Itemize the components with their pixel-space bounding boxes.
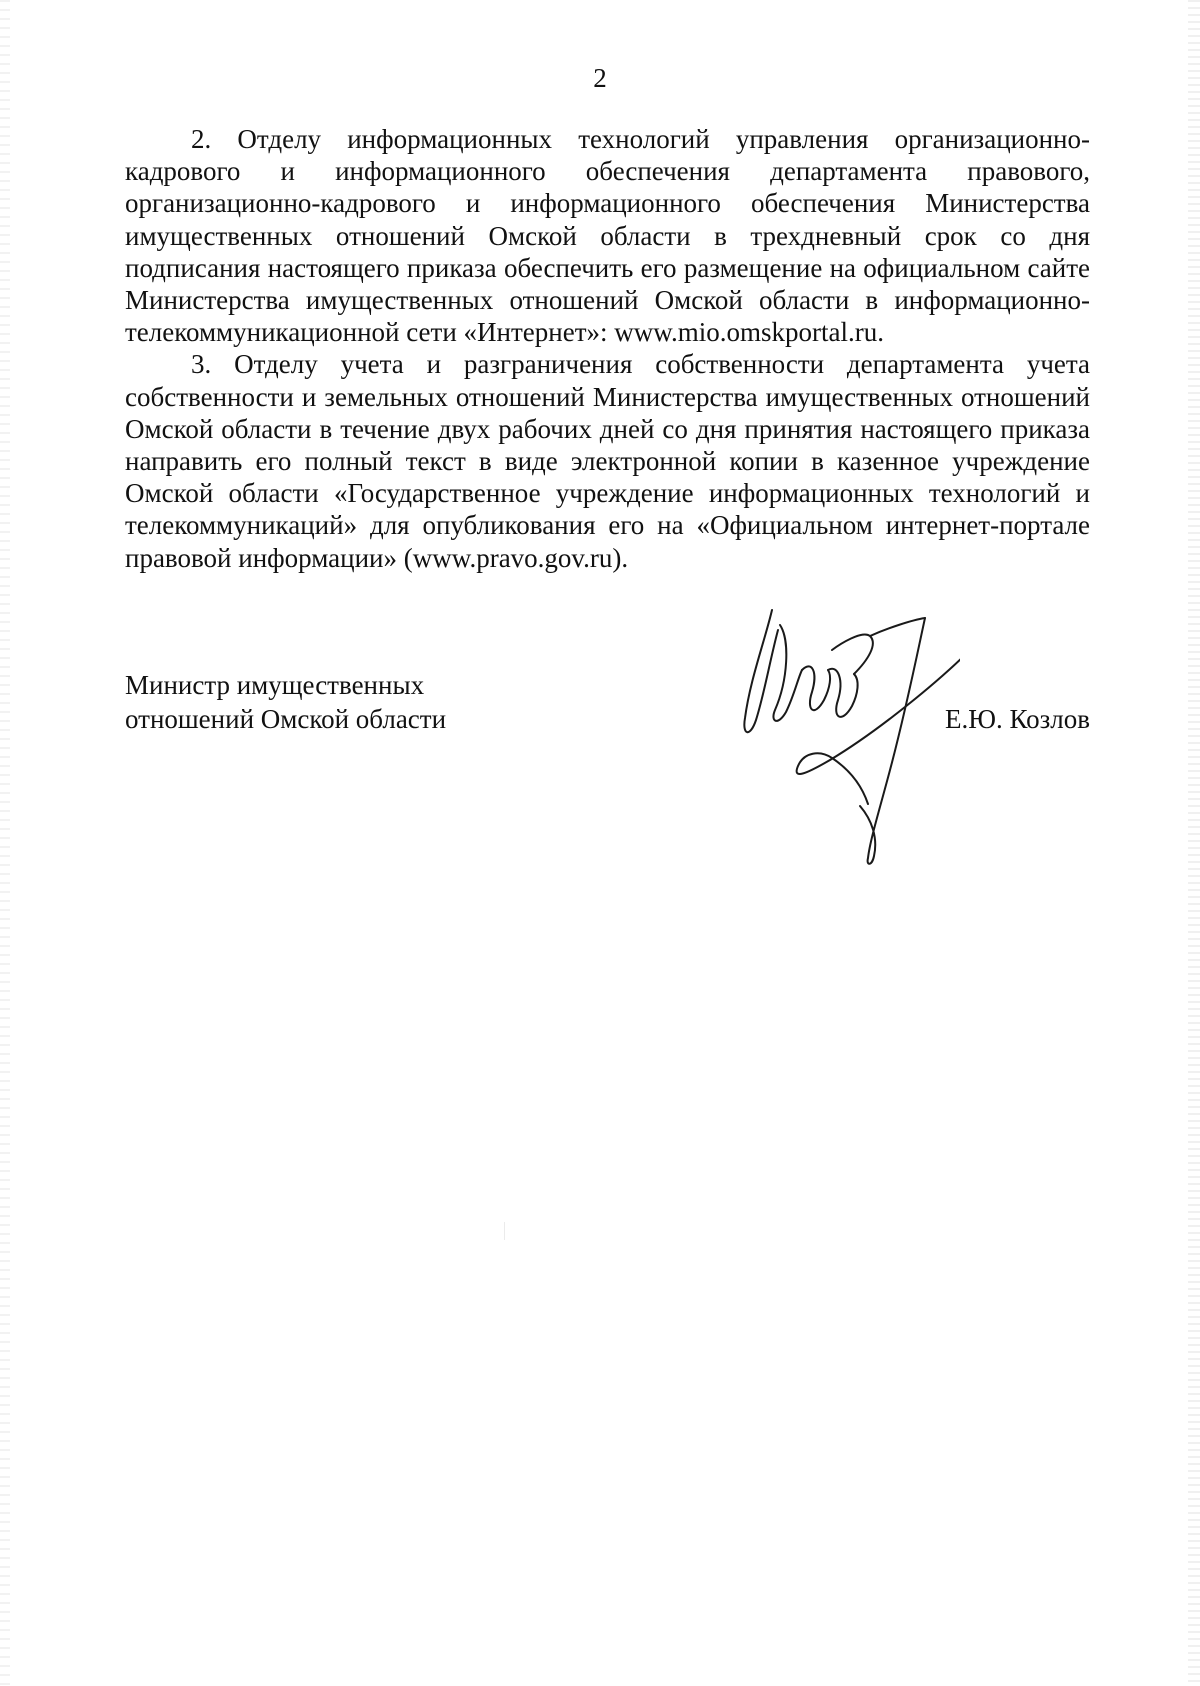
scan-edge-right bbox=[1188, 0, 1200, 1686]
signatory-position-line2: отношений Омской области bbox=[125, 704, 447, 734]
signatory-position bbox=[125, 668, 446, 736]
page-number: 2 bbox=[593, 63, 607, 93]
paragraph-2-text: 2. Отделу информационных технологий управления организационно-кадрового и информационного обеспечения департамента правового, организационно-кадрового и информационного обеспечения Министерства имущественных отношений Омской области в трехдневный срок со дня подписания настоящего приказа обеспечить его размещение на официальном сайте Министерства имущественных отношений Омской области в информационно-телекоммуникационной сети «Интернет»: bbox=[125, 124, 1090, 348]
document-body bbox=[125, 123, 1090, 574]
handwritten-signature bbox=[720, 600, 960, 870]
paragraph-3 bbox=[125, 348, 1090, 573]
paragraph-2-url: www.mio.omskportal.ru. bbox=[614, 317, 884, 348]
paragraph-2 bbox=[125, 123, 1090, 348]
signatory-name: Е.Ю. Козлов bbox=[944, 704, 1090, 734]
paragraph-3-text: 3. Отделу учета и разграничения собственности департамента учета собственности и земельных отношений Министерства имущественных отношений Омской области в течение двух рабочих дней со дня принятия настоящего приказа направить его полный текст в виде электронной копии в казенное учреждение Омской области «Государственное учреждение информационных технологий и телекоммуникаций» для опубликования его на «Официальном интернет-портале правовой информации» (www.pravo.gov.ru). bbox=[125, 349, 1090, 573]
scan-edge-left bbox=[0, 0, 10, 1686]
signatory-position-line1: Министр имущественных bbox=[125, 670, 425, 700]
scan-artifact bbox=[504, 1222, 505, 1240]
